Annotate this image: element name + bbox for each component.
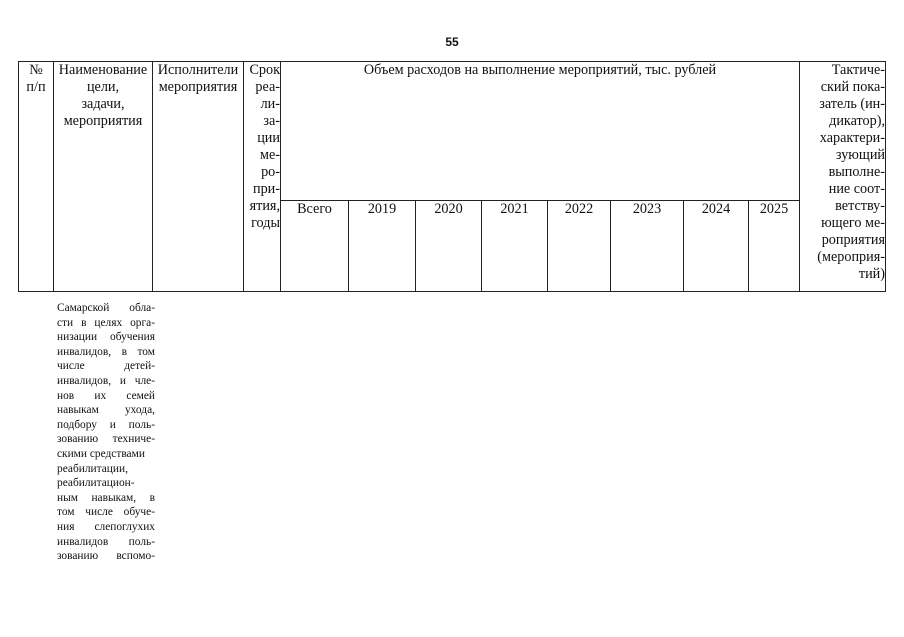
body-line: инвалидов, в том — [57, 345, 155, 358]
header-year-2024: 2024 — [684, 201, 749, 292]
body-line: реабилитацион- — [57, 477, 135, 490]
body-line: скими средствами — [57, 447, 145, 460]
header-year-2021: 2021 — [482, 201, 548, 292]
body-line: зованию вспомо- — [57, 550, 155, 563]
body-line: том числе обуче- — [57, 506, 155, 519]
body-line: инвалидов, и чле- — [57, 374, 155, 387]
header-volume: Объем расходов на выполнение мероприятий, тыс. рублей — [281, 62, 800, 201]
body-line: навыкам ухода, — [57, 404, 155, 417]
header-indicator: Тактиче- ский пока- затель (ин- дикатор), характери- зующий выполне- ние соот- ветству- ющего ме- роприятия (мероприя- тий) — [800, 62, 886, 292]
body-line: Самарской обла- — [57, 302, 155, 314]
body-line: зованию техниче- — [57, 433, 155, 446]
header-number: № п/п — [19, 62, 54, 292]
body-line: реабилитации, — [57, 462, 128, 475]
header-term: Срок реа- ли- за- ции ме- ро- при- ятия, годы — [244, 62, 281, 292]
header-year-2020: 2020 — [416, 201, 482, 292]
body-line: ным навыкам, в — [57, 491, 155, 504]
header-year-2023: 2023 — [611, 201, 684, 292]
body-line: низации обучения — [57, 331, 155, 344]
body-line: инвалидов поль- — [57, 535, 155, 548]
header-year-total: Всего — [281, 201, 349, 292]
body-line: числе детей- — [57, 360, 155, 373]
header-name: Наименование цели, задачи, мероприятия — [54, 62, 153, 292]
header-year-2019: 2019 — [349, 201, 416, 292]
body-line: сти в целях орга- — [57, 316, 155, 329]
header-year-2025: 2025 — [749, 201, 800, 292]
body-line: подбору и поль- — [57, 418, 155, 431]
body-line: нов их семей — [57, 389, 155, 402]
header-executors: Исполнители мероприятия — [153, 62, 244, 292]
header-year-2022: 2022 — [548, 201, 611, 292]
expenses-table — [18, 61, 886, 292]
page-number: 55 — [445, 35, 459, 49]
body-line: ния слепоглухих — [57, 520, 155, 533]
measure-description — [57, 301, 155, 564]
